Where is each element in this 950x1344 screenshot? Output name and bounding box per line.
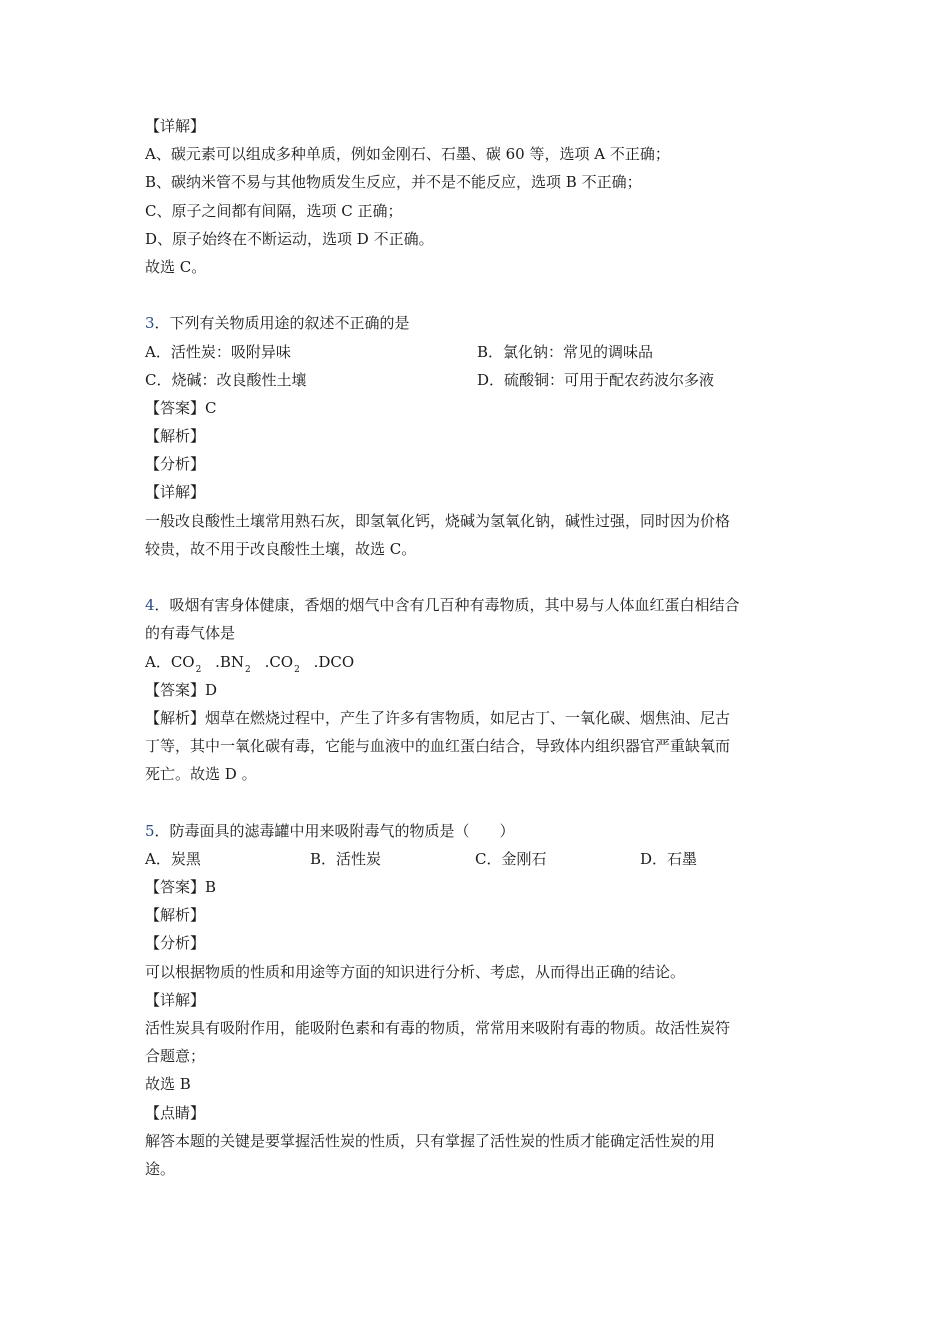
detail-line: 活性炭具有吸附作用，能吸附色素和有毒的物质，常常用来吸附有毒的物质。故活性炭符 bbox=[145, 1019, 731, 1037]
answer-label: 【答案】D bbox=[145, 680, 218, 699]
detail-line: 合题意； bbox=[145, 1047, 206, 1066]
option-c: .CO bbox=[264, 652, 294, 671]
subscript: 2 bbox=[245, 664, 251, 675]
detail-line-d: D、原子始终在不断运动，选项 D 不正确。 bbox=[145, 229, 434, 248]
option-b: B．活性炭 bbox=[310, 849, 382, 868]
option-a: A．炭黑 bbox=[145, 849, 201, 868]
dianjing-line: 途。 bbox=[145, 1159, 176, 1178]
detail-line-c: C、原子之间都有间隔，选项 C 正确； bbox=[145, 201, 403, 220]
question-5-stem bbox=[145, 817, 815, 845]
option-a: A．活性炭：吸附异味 bbox=[145, 342, 291, 361]
option-d: D．石墨 bbox=[640, 849, 698, 868]
question-number: 5 bbox=[145, 821, 155, 840]
question-number: 3 bbox=[145, 314, 155, 333]
option-d: .DCO bbox=[313, 652, 355, 671]
question-3-options-row-1 bbox=[145, 338, 815, 366]
answer-label: 【答案】B bbox=[145, 878, 217, 897]
analysis-label: 【解析】 bbox=[145, 427, 206, 446]
question-number: 4 bbox=[145, 596, 155, 615]
answer-label: 【答案】C bbox=[145, 398, 217, 417]
option-c: C．金刚石 bbox=[475, 849, 547, 868]
question-5-options bbox=[145, 845, 815, 873]
detail-conclusion: 故选 C。 bbox=[145, 257, 207, 276]
option-d: D．硫酸铜：可用于配农药波尔多液 bbox=[477, 370, 715, 389]
question-4-options bbox=[145, 648, 815, 676]
detail-line: 一般改良酸性土壤常用熟石灰，即氢氧化钙，烧碱为氢氧化钠，碱性过强，同时因为价格 bbox=[145, 511, 731, 530]
detail-line: 较贵，故不用于改良酸性土壤，故选 C。 bbox=[145, 539, 417, 558]
detail-line-b: B、碳纳米管不易与其他物质发生反应，并不是不能反应，选项 B 不正确； bbox=[145, 173, 642, 192]
analysis-label: 【解析】 bbox=[145, 906, 206, 925]
dianjing-label: 【点睛】 bbox=[145, 1103, 206, 1122]
fenxi-label: 【分析】 bbox=[145, 455, 206, 474]
question-text: ．下列有关物质用途的叙述不正确的是 bbox=[154, 314, 410, 333]
option-b: B．氯化钠：常见的调味品 bbox=[477, 342, 654, 361]
question-4-stem bbox=[145, 591, 815, 619]
analysis-line: 死亡。故选 D 。 bbox=[145, 765, 257, 784]
question-text: ．吸烟有害身体健康，香烟的烟气中含有几百种有毒物质，其中易与人体血红蛋白相结合 bbox=[154, 596, 740, 615]
detail-conclusion: 故选 B bbox=[145, 1075, 191, 1094]
fenxi-label: 【分析】 bbox=[145, 934, 206, 953]
fenxi-text: 可以根据物质的性质和用途等方面的知识进行分析、考虑，从而得出正确的结论。 bbox=[145, 962, 686, 981]
question-3-options-row-2 bbox=[145, 366, 815, 394]
option-c: C．烧碱：改良酸性土壤 bbox=[145, 370, 307, 389]
question-text: ．防毒面具的滤毒罐中用来吸附毒气的物质是（ ） bbox=[154, 821, 515, 840]
detail-label: 【详解】 bbox=[145, 117, 206, 135]
document-content bbox=[145, 112, 815, 1183]
analysis-line: 【解析】烟草在燃烧过程中，产生了许多有害物质，如尼古丁、一氧化碳、烟焦油、尼古 bbox=[145, 708, 731, 727]
analysis-line: 丁等，其中一氧化碳有毒，它能与血液中的血红蛋白结合，导致体内组织器官严重缺氧而 bbox=[145, 737, 731, 756]
dianjing-line: 解答本题的关键是要掌握活性炭的性质，只有掌握了活性炭的性质才能确定活性炭的用 bbox=[145, 1131, 716, 1150]
subscript: 2 bbox=[195, 664, 202, 675]
option-a: A．CO bbox=[145, 652, 195, 671]
detail-line-a: A、碳元素可以组成多种单质，例如金刚石、石墨、碳 60 等，选项 A 不正确； bbox=[145, 145, 670, 164]
subscript: 2 bbox=[294, 664, 300, 675]
question-3-stem bbox=[145, 309, 815, 337]
detail-label: 【详解】 bbox=[145, 483, 206, 502]
option-b: .BN bbox=[215, 652, 245, 671]
question-4-stem-cont: 的有毒气体是 bbox=[145, 624, 236, 643]
detail-label: 【详解】 bbox=[145, 990, 206, 1009]
